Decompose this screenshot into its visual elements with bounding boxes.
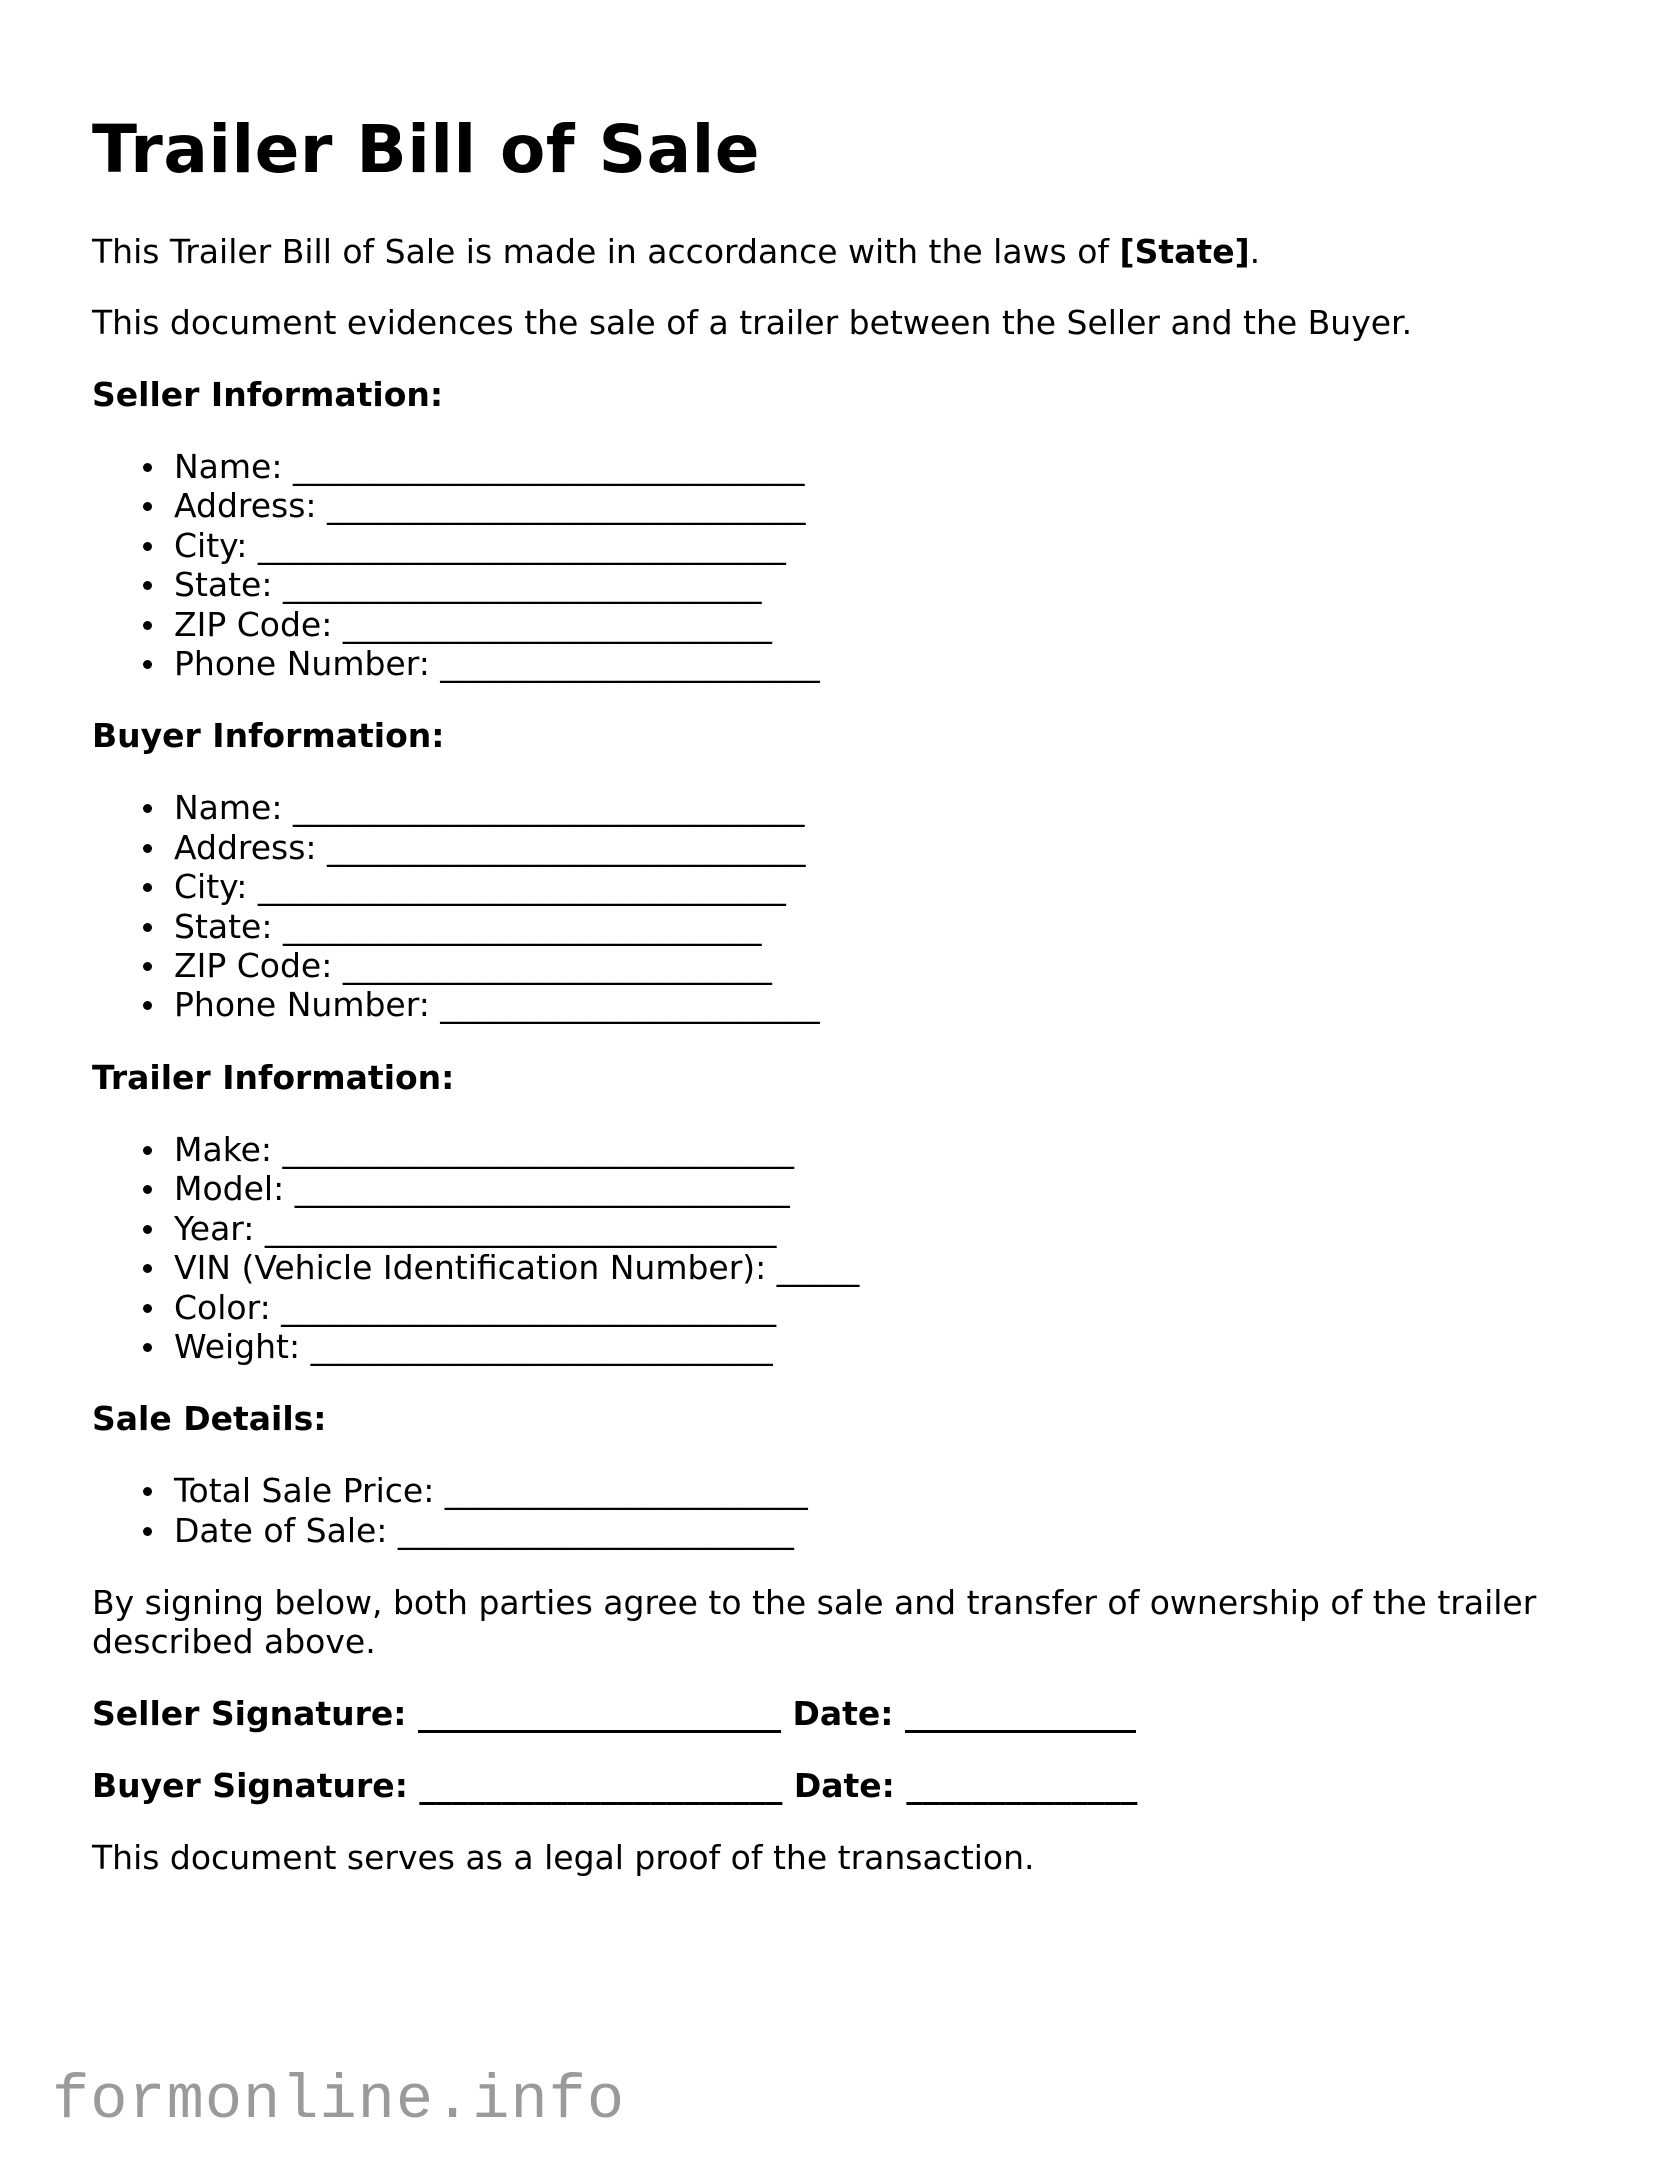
intro-suffix: . xyxy=(1249,232,1261,271)
trailer-field-list xyxy=(92,1130,1592,1366)
trailer-section-heading: Trailer Information: xyxy=(92,1057,455,1097)
trailer-vin-field: VIN (Vehicle Identification Number): _____ xyxy=(174,1248,1592,1287)
buyer-state-field: State: _____________________________ xyxy=(174,907,1592,946)
buyer-address-field: Address: _____________________________ xyxy=(174,828,1592,867)
seller-signature-line: Seller Signature: ______________________ Date: ______________ xyxy=(92,1694,1136,1734)
state-placeholder: [State] xyxy=(1119,232,1250,271)
buyer-name-field: Name: _______________________________ xyxy=(174,788,1592,827)
document-page xyxy=(92,110,1592,1910)
buyer-phone-field: Phone Number: _______________________ xyxy=(174,985,1592,1024)
trailer-year-field: Year: _______________________________ xyxy=(174,1209,1592,1248)
agreement-paragraph: By signing below, both parties agree to the sale and transfer of ownership of the trailer described above. xyxy=(92,1583,1537,1662)
seller-section-heading: Seller Information: xyxy=(92,375,444,414)
buyer-city-field: City: ________________________________ xyxy=(174,867,1592,906)
sale-field-list xyxy=(92,1471,1592,1550)
trailer-make-field: Make: _______________________________ xyxy=(174,1130,1592,1169)
seller-field-list xyxy=(92,447,1592,683)
seller-name-field: Name: _______________________________ xyxy=(174,447,1592,486)
intro-prefix: This Trailer Bill of Sale is made in accordance with the laws of xyxy=(92,232,1120,271)
seller-address-field: Address: _____________________________ xyxy=(174,486,1592,525)
seller-city-field: City: ________________________________ xyxy=(174,526,1592,565)
buyer-zip-field: ZIP Code: __________________________ xyxy=(174,946,1592,985)
description-paragraph: This document evidences the sale of a trailer between the Seller and the Buyer. xyxy=(92,303,1413,342)
closing-statement: This document serves as a legal proof of the transaction. xyxy=(92,1838,1035,1878)
seller-state-field: State: _____________________________ xyxy=(174,565,1592,604)
trailer-color-field: Color: ______________________________ xyxy=(174,1288,1592,1327)
buyer-signature-line: Buyer Signature: ______________________ Date: ______________ xyxy=(92,1766,1138,1806)
sale-date-field: Date of Sale: ________________________ xyxy=(174,1511,1592,1550)
trailer-weight-field: Weight: ____________________________ xyxy=(174,1327,1592,1366)
buyer-section-heading: Buyer Information: xyxy=(92,716,445,756)
sale-price-field: Total Sale Price: ______________________ xyxy=(174,1471,1592,1510)
intro-paragraph xyxy=(92,232,1592,271)
page-title: Trailer Bill of Sale xyxy=(92,111,761,188)
seller-zip-field: ZIP Code: __________________________ xyxy=(174,605,1592,644)
trailer-model-field: Model: ______________________________ xyxy=(174,1169,1592,1208)
buyer-field-list xyxy=(92,788,1592,1024)
watermark: formonline.info xyxy=(52,2065,626,2136)
seller-phone-field: Phone Number: _______________________ xyxy=(174,644,1592,683)
sale-section-heading: Sale Details: xyxy=(92,1399,327,1439)
